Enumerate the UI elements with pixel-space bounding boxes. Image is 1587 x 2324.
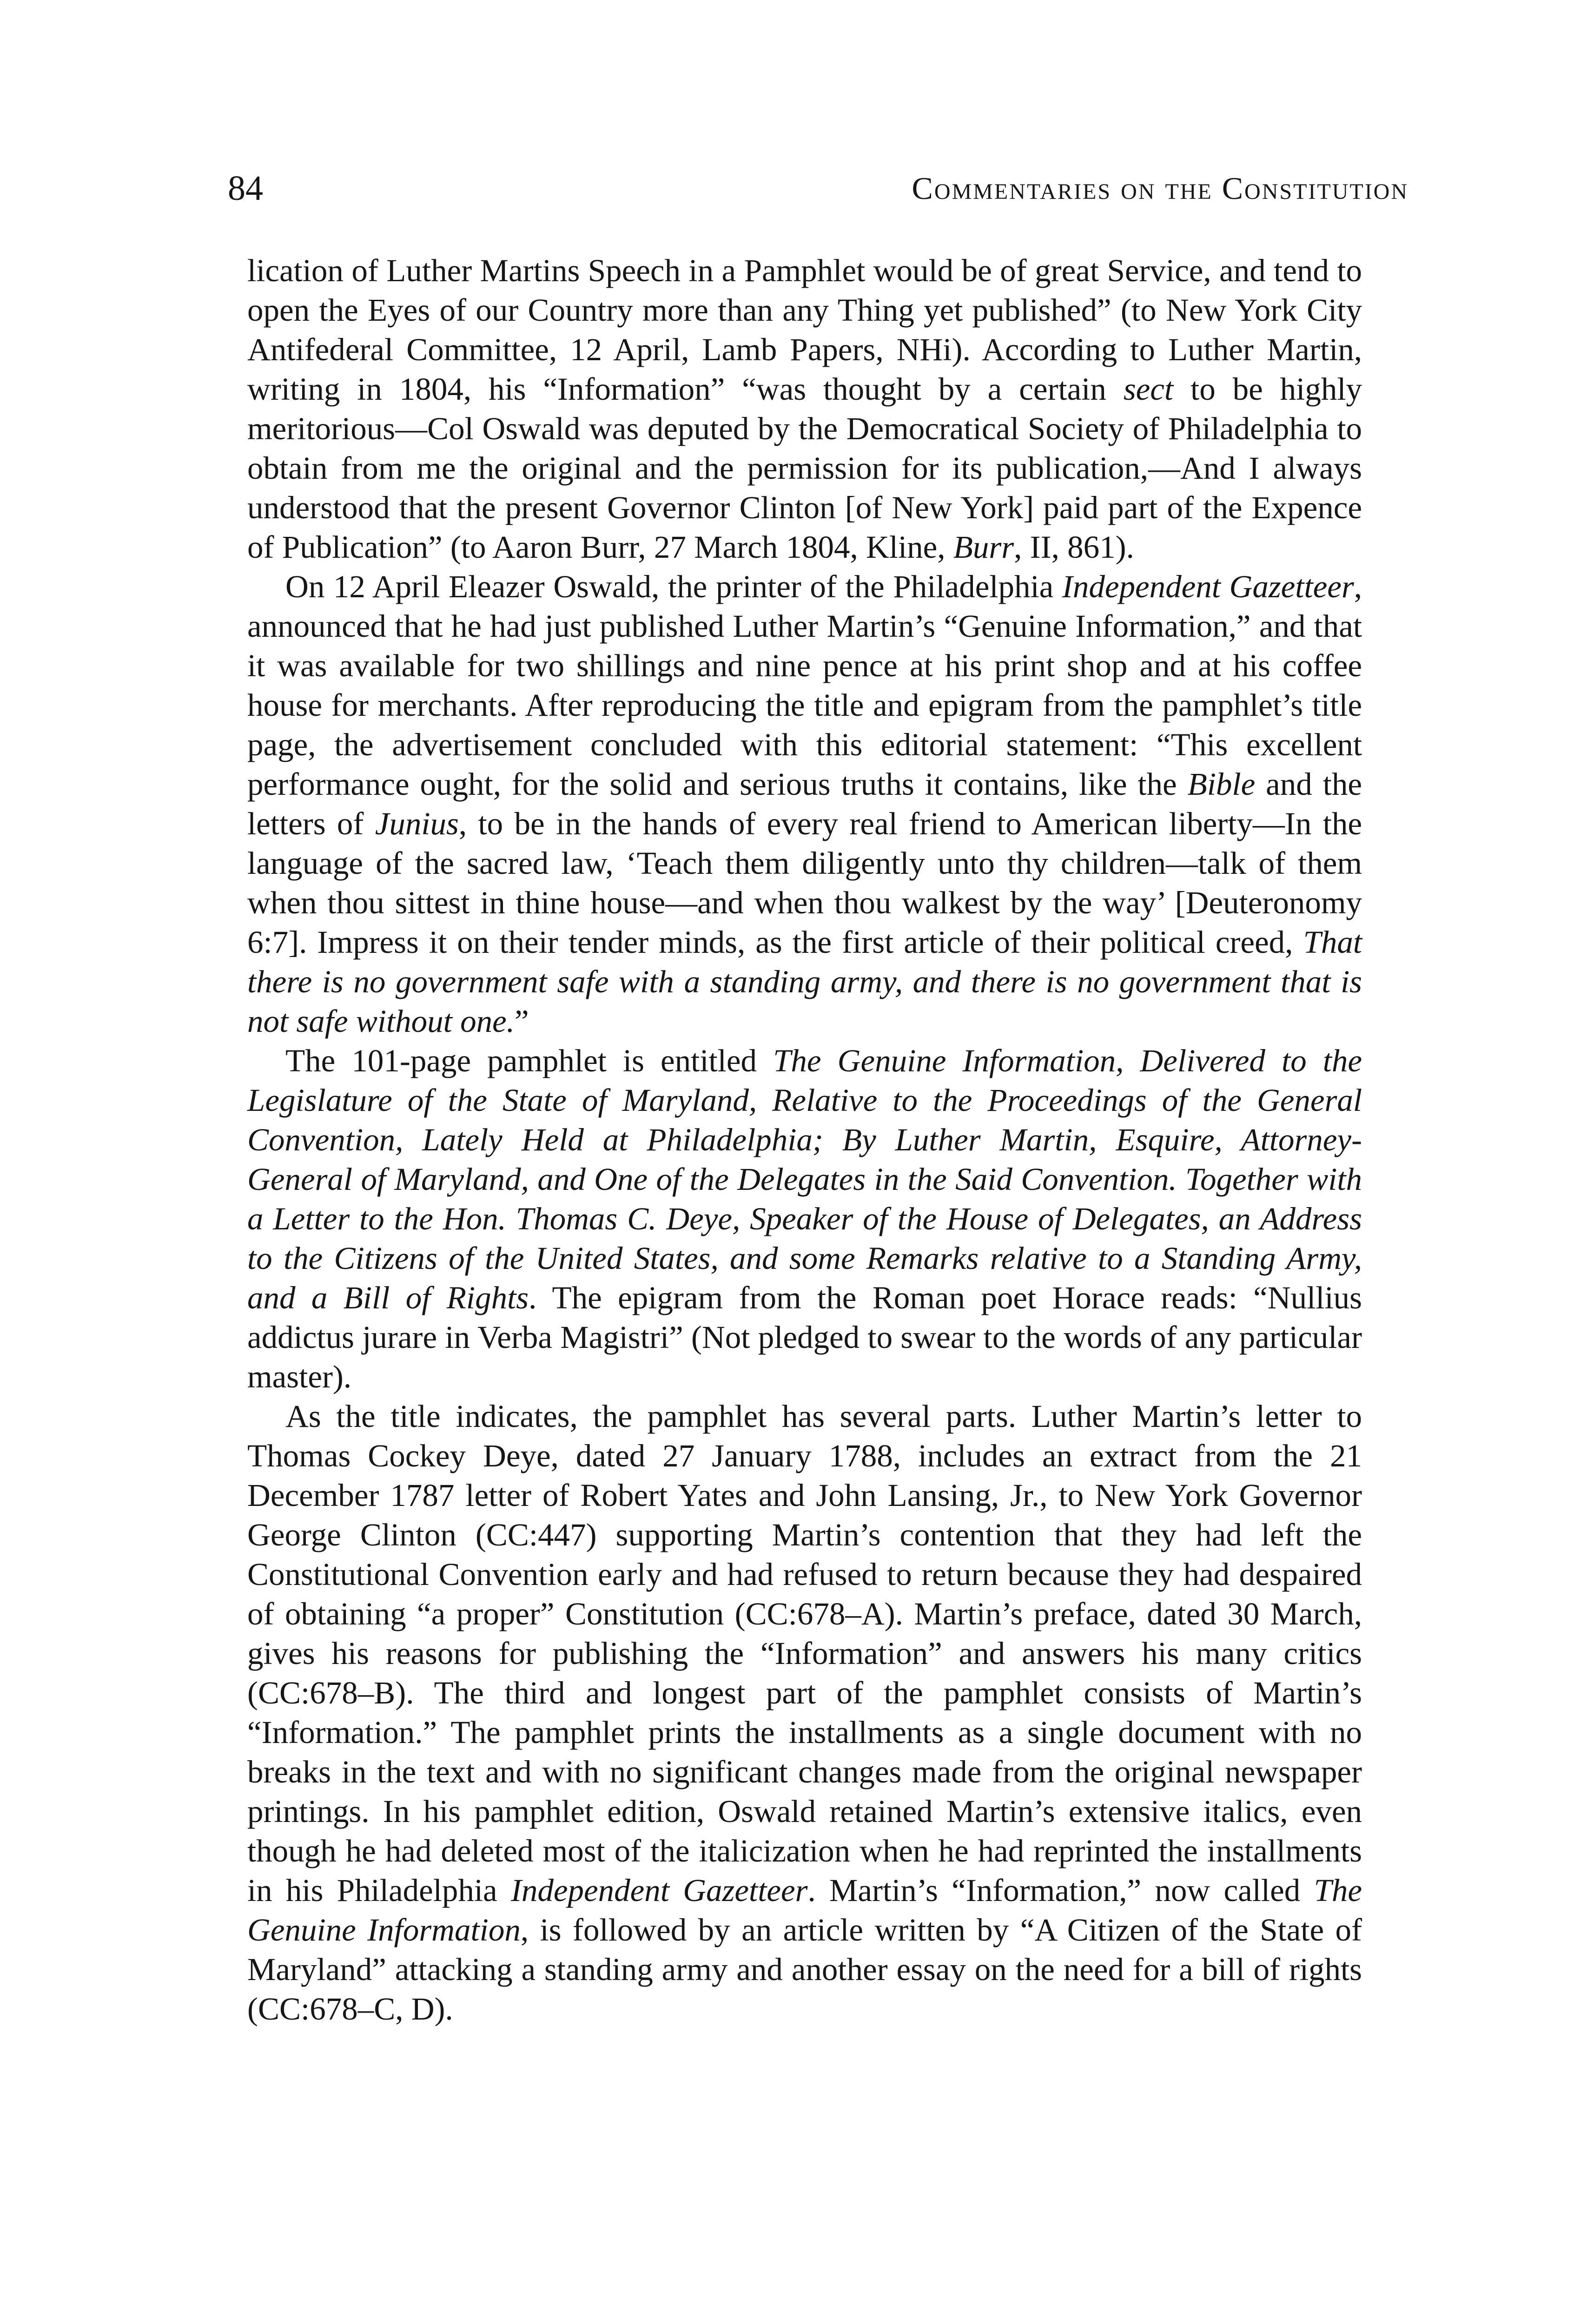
italic-text: Burr bbox=[953, 529, 1014, 565]
text-run: . The epigram from the Roman poet Horace reads: “Nullius addictus jurare in Verba Magistri” (Not pledged to swear to the words of any particular master). bbox=[247, 1280, 1362, 1394]
text-run: and the letters of bbox=[247, 766, 1362, 841]
text-run: , II, 861). bbox=[1014, 529, 1134, 565]
paragraph bbox=[247, 251, 1362, 567]
italic-text: The Genuine Information, Delivered to the Legislature of the State of Maryland, Relative to the Proceedings of the General Convention, Lately Held at Philadelphia; By Luther Martin, Esquire, Attorney-General of Maryland, and One of the Delegates in the Said Convention. Together with a Letter to the Hon. Thomas C. Deye, Speaker of the House of Delegates, an Address to the Citizens of the United States, and some Remarks relative to a Standing Army, and a Bill of Rights bbox=[247, 1043, 1362, 1315]
italic-text: sect bbox=[1123, 371, 1174, 407]
italic-text: Independent Gazetteer bbox=[510, 1873, 808, 1908]
text-run: As the title indicates, the pamphlet has several parts. Luther Martin’s letter to Thomas Cockey Deye, dated 27 January 1788, includes an extract from the 21 December 1787 letter of Robert Yates and John Lansing, Jr., to New York Governor George Clinton (CC:447) supporting Martin’s contention that they had left the Constitutional Convention early and had refused to return because they had despaired of obtaining “a proper” Constitution (CC:678–A). Martin’s preface, dated 30 March, gives his reasons for publishing the “Information” and answers his many critics (CC:678–B). The third and longest part of the pamphlet consists of Martin’s “Information.” The pamphlet prints the installments as a single document with no breaks in the text and with no significant changes made from the original newspaper printings. In his pamphlet edition, Oswald retained Martin’s extensive italics, even though he had deleted most of the italicization when he had reprinted the installments in his Philadelphia bbox=[247, 1399, 1362, 1908]
text-run: , to be in the hands of every real friend to American liberty—In the language of the sacred law, ‘Teach them diligently unto thy children—talk of them when thou sittest in thine house—and when thou walkest by the way’ [Deuteronomy 6:7]. Impress it on their tender minds, as the first article of their political creed, bbox=[247, 806, 1362, 960]
text-run: , is followed by an article written by “A Citizen of the State of Maryland” attacking a standing army and another essay on the need for a bill of rights (CC:678–C, D). bbox=[247, 1912, 1362, 2027]
text-run: to be highly meritorious—Col Oswald was deputed by the Democratical Society of Philadelphia to obtain from me the original and the permission for its publication,—And I always understood that the present Governor Clinton [of New York] paid part of the Expence of Publication” (to Aaron Burr, 27 March 1804, Kline, bbox=[247, 371, 1362, 565]
text-run: . Martin’s “Information,” now called bbox=[807, 1873, 1314, 1908]
text-run: lication of Luther Martins Speech in a Pamphlet would be of great Service, and tend to open the Eyes of our Country more than any Thing yet published” (to New York City Antifederal Committee, 12 April, Lamb Papers, NHi). According to Luther Martin, writing in 1804, his “Information” “was thought by a certain bbox=[247, 253, 1362, 407]
italic-text: Independent Gazetteer bbox=[1062, 569, 1354, 604]
text-run: The 101-page pamphlet is entitled bbox=[285, 1043, 774, 1078]
text-run: ” bbox=[514, 1004, 529, 1039]
running-head bbox=[228, 167, 1408, 209]
italic-text: That there is no government safe with a standing army, and there is no government that is not safe without one. bbox=[247, 924, 1362, 1039]
running-title: Commentaries on the Constitution bbox=[912, 171, 1408, 206]
italic-text: The Genuine Information bbox=[247, 1873, 1362, 1948]
italic-text: Bible bbox=[1187, 766, 1256, 802]
text-run: On 12 April Eleazer Oswald, the printer of the Philadelphia bbox=[285, 569, 1062, 604]
paragraph bbox=[247, 1041, 1362, 1397]
body-text bbox=[247, 251, 1362, 2029]
page-number: 84 bbox=[228, 169, 263, 208]
italic-text: Junius bbox=[375, 806, 459, 841]
text-run: , announced that he had just published Luther Martin’s “Genuine Information,” and that it was available for two shillings and nine pence at his print shop and at his coffee house for merchants. After reproducing the title and epigram from the pamphlet’s title page, the advertisement concluded with this editorial statement: “This excellent performance ought, for the solid and serious truths it contains, like the bbox=[247, 569, 1362, 802]
paragraph bbox=[247, 567, 1362, 1041]
paragraph bbox=[247, 1397, 1362, 2029]
